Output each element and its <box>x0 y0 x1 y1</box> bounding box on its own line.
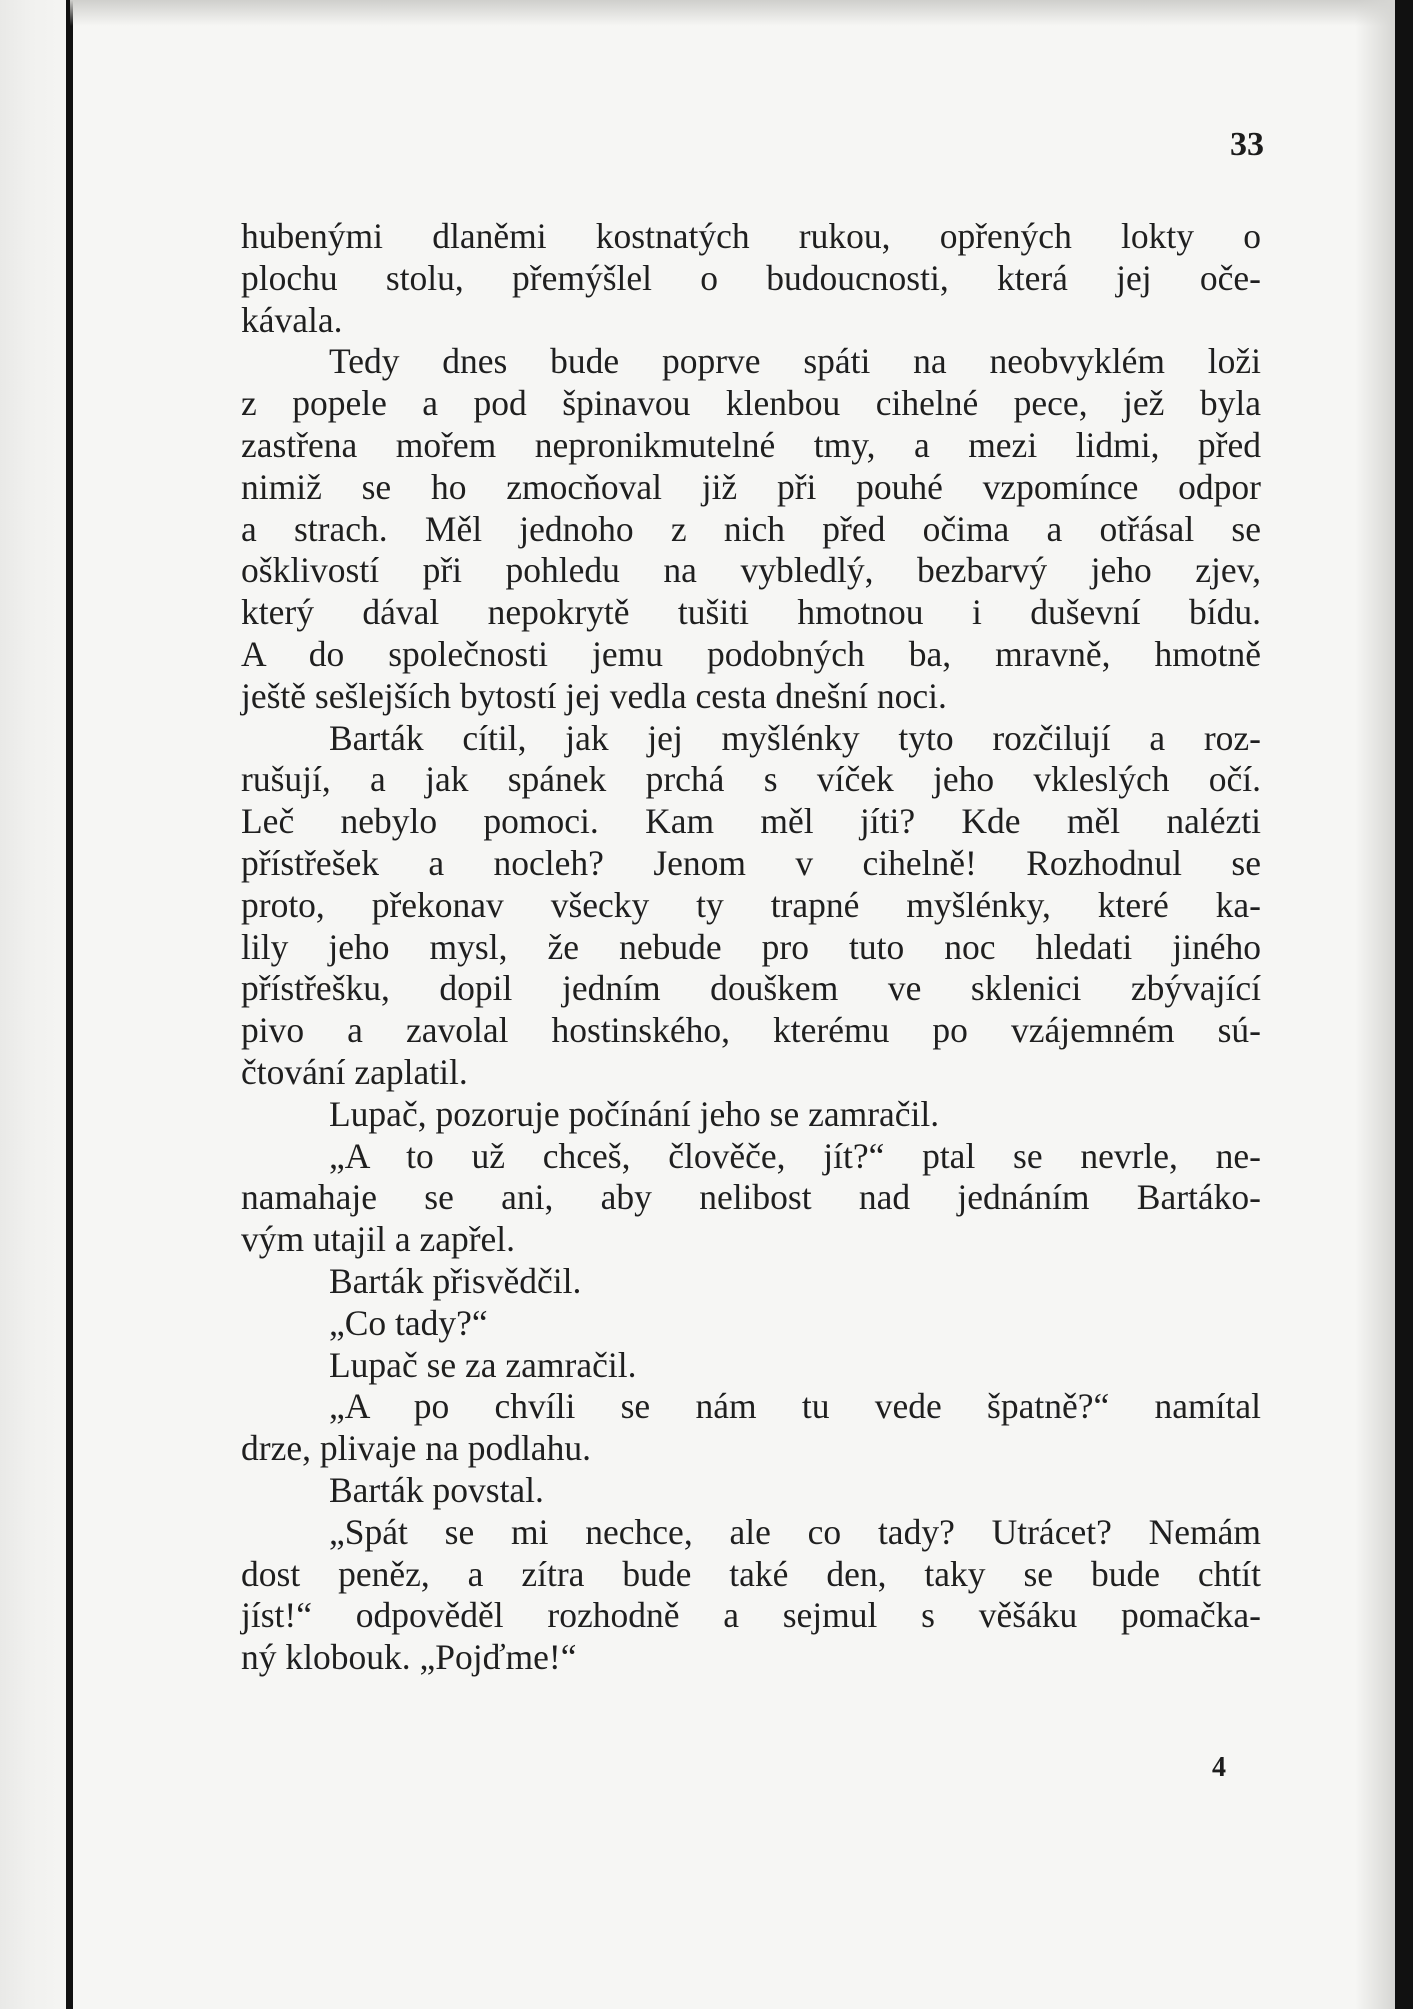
text-line: ještě sešlejších bytostí jej vedla cesta dnešní noci. <box>241 675 947 716</box>
text-line: hubenými dlaněmi kostnatých rukou, opřených lokty o <box>241 216 1261 256</box>
text-line: který dával nepokrytě tušiti hmotnou i duševní bídu. <box>241 592 1261 633</box>
text-line: kávala. <box>241 299 343 340</box>
body-text <box>241 216 1261 1679</box>
text-line: Barták povstal. <box>329 1469 544 1510</box>
text-line: „A po chvíli se nám tu vede špatně?“ namítal <box>329 1386 1261 1427</box>
paragraph <box>241 1094 1261 1136</box>
text-line: Leč nebylo pomoci. Kam měl jíti? Kde měl nalézti <box>241 801 1261 842</box>
text-line: namahaje se ani, aby nelibost nad jednáním Bartáko- <box>241 1177 1261 1218</box>
paragraph <box>241 1136 1261 1261</box>
text-line: Barták cítil, jak jej myšlénky tyto rozčilují a roz- <box>329 717 1261 758</box>
text-line: čtování zaplatil. <box>241 1051 468 1092</box>
text-line: „A to už chceš, člověče, jít?“ ptal se nevrle, ne- <box>329 1135 1261 1176</box>
paragraph <box>241 1261 1261 1303</box>
text-line: proto, překonav všecky ty trapné myšlénky, které ka- <box>241 884 1261 925</box>
paragraph <box>241 341 1261 717</box>
text-line: „Co tady?“ <box>329 1302 488 1343</box>
paragraph <box>241 1303 1261 1345</box>
paragraph <box>241 1345 1261 1387</box>
text-line: drze, plivaje na podlahu. <box>241 1428 591 1469</box>
right-edge-shadow <box>1355 0 1395 2009</box>
top-edge-shadow <box>70 0 1413 26</box>
text-line: Barták přisvědčil. <box>329 1260 582 1301</box>
text-line: přístřešku, dopil jedním douškem ve sklenici zbývající <box>241 968 1261 1009</box>
text-line: „Spát se mi nechce, ale co tady? Utrácet? Nemám <box>329 1511 1261 1552</box>
binding-edge <box>66 0 73 2009</box>
text-line: plochu stolu, přemýšlel o budoucnosti, která jej oče- <box>241 257 1261 298</box>
text-line: ný klobouk. „Pojďme!“ <box>241 1637 577 1678</box>
paragraph <box>241 718 1261 1094</box>
scan-border <box>1395 0 1413 2009</box>
text-line: nimiž se ho zmocňoval již při pouhé vzpomínce odpor <box>241 466 1261 507</box>
text-line: pivo a zavolal hostinského, kterému po vzájemném sú- <box>241 1010 1261 1051</box>
text-line: jíst!“ odpověděl rozhodně a sejmul s věšáku pomačka- <box>241 1595 1261 1636</box>
text-line: Lupač se za zamračil. <box>329 1344 637 1385</box>
text-line: ošklivostí při pohledu na vybledlý, bezbarvý jeho zjev, <box>241 550 1261 591</box>
signature-mark: 4 <box>1212 1752 1226 1783</box>
paragraph <box>241 1512 1261 1679</box>
paragraph <box>241 1386 1261 1470</box>
text-line: a strach. Měl jednoho z nich před očima a otřásal se <box>241 508 1261 549</box>
text-line: z popele a pod špinavou klenbou cihelné pece, jež byla <box>241 383 1261 424</box>
page-number: 33 <box>1230 126 1264 163</box>
text-line: dost peněz, a zítra bude také den, taky se bude chtít <box>241 1553 1261 1594</box>
text-line: vým utajil a zapřel. <box>241 1219 516 1260</box>
paragraph <box>241 1470 1261 1512</box>
paragraph <box>241 216 1261 341</box>
text-line: A do společnosti jemu podobných ba, mravně, hmotně <box>241 633 1261 674</box>
text-line: přístřešek a nocleh? Jenom v cihelně! Rozhodnul se <box>241 842 1261 883</box>
text-line: rušují, a jak spánek prchá s víček jeho vkleslých očí. <box>241 759 1261 800</box>
text-line: zastřena mořem nepronikmutelné tmy, a mezi lidmi, před <box>241 424 1261 465</box>
text-line: Tedy dnes bude poprve spáti na neobvyklém loži <box>329 341 1261 382</box>
text-line: Lupač, pozoruje počínání jeho se zamračil. <box>329 1093 940 1134</box>
text-line: lily jeho mysl, že nebude pro tuto noc hledati jiného <box>241 926 1261 967</box>
